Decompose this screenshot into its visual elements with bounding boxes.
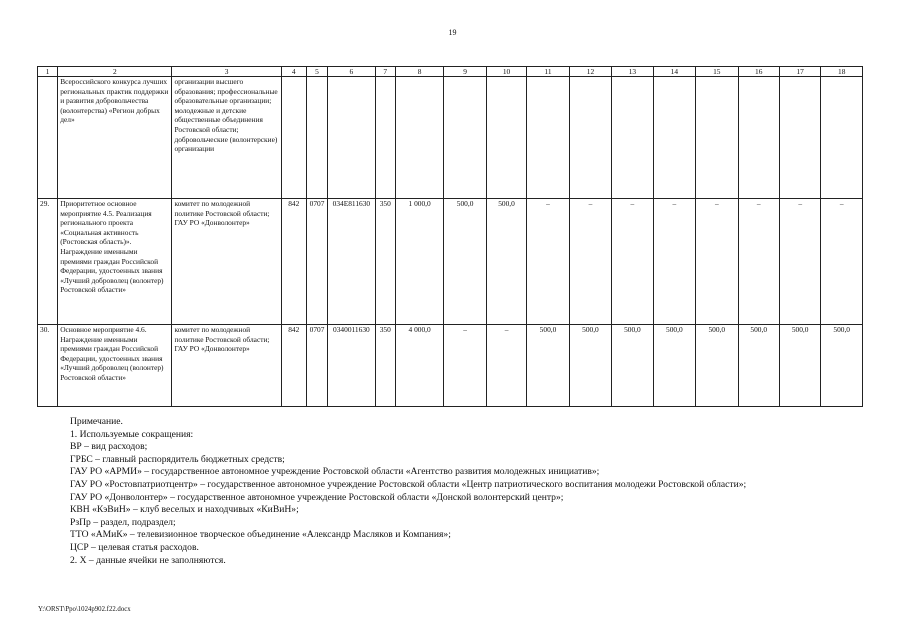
table-row — [38, 77, 863, 199]
value-cell: 500,0 — [612, 325, 653, 407]
table-row — [38, 199, 863, 325]
rzpr-cell: 0707 — [306, 325, 327, 407]
page-number: 19 — [448, 28, 457, 37]
grbs-cell: 842 — [281, 199, 306, 325]
value-cell: 500,0 — [486, 199, 526, 325]
note-line: 2. Х – данные ячейки не заполняются. — [70, 554, 226, 566]
value-cell — [653, 77, 695, 199]
value-cell — [821, 77, 863, 199]
executor: организации высшего образования; профессиональные образовательные организации; молодежные и детские общественные объединения Ростовской области; добровольческие (волонтерские) организации — [172, 77, 281, 199]
csr-cell — [328, 77, 376, 199]
column-header: 3 — [172, 67, 281, 77]
activity-name: Основное мероприятие 4.6. Награждение именными премиями граждан Российской Федерации, удостоенных звания «Лучший доброволец (волонтер) Ростовской области» — [58, 325, 172, 407]
column-header: 7 — [375, 67, 395, 77]
note-line: ГАУ РО «Ростовпатриотцентр» – государственное автономное учреждение Ростовской области «Центр патриотического воспитания молодежи Ростовской области»; — [70, 478, 747, 490]
value-cell — [486, 77, 526, 199]
notes-heading: Примечание. — [70, 416, 123, 427]
value-cell: – — [653, 199, 695, 325]
activity-name: Приоритетное основное мероприятие 4.5. Реализация регионального проекта «Социальная активность (Ростовская область)». Награждение именными премиями граждан Российской Федерации, удостоенных звания «Лучший доброволец (волонтер) Ростовской области» — [58, 199, 172, 325]
note-line: ЦСР – целевая статья расходов. — [70, 541, 199, 553]
column-header: 17 — [779, 67, 820, 77]
value-cell — [612, 77, 653, 199]
note-line: КВН «КэВиН» – клуб веселых и находчивых «КиВиН»; — [70, 504, 299, 516]
column-header: 10 — [486, 67, 526, 77]
column-header: 16 — [738, 67, 779, 77]
value-cell: 500,0 — [696, 325, 738, 407]
value-cell: 500,0 — [527, 325, 569, 407]
note-line: ТТО «АМиК» – телевизионное творческое объединение «Александр Масляков и Компания»; — [70, 529, 451, 541]
note-line: ВР – вид расходов; — [70, 441, 148, 453]
value-cell: 500,0 — [738, 325, 779, 407]
value-cell: 500,0 — [821, 325, 863, 407]
executor: комитет по молодежной политике Ростовской области; ГАУ РО «Донволонтер» — [172, 199, 281, 325]
notes-section — [70, 416, 746, 567]
value-cell: – — [527, 199, 569, 325]
executor: комитет по молодежной политике Ростовской области; ГАУ РО «Донволонтер» — [172, 325, 281, 407]
column-header: 11 — [527, 67, 569, 77]
document-file-path: Y:\ORST\Ppo\1024p902.f22.docx — [38, 606, 131, 613]
value-cell: – — [738, 199, 779, 325]
value-cell — [779, 77, 820, 199]
column-header: 15 — [696, 67, 738, 77]
row-number — [38, 77, 58, 199]
vr-cell — [375, 77, 395, 199]
note-line: 1. Используемые сокращения: — [70, 428, 194, 440]
column-header: 9 — [444, 67, 486, 77]
column-header: 12 — [569, 67, 611, 77]
column-header: 18 — [821, 67, 863, 77]
grbs-cell — [281, 77, 306, 199]
value-cell: 4 000,0 — [395, 325, 444, 407]
activity-name: Всероссийского конкурса лучших региональных практик поддержки и развития добровольчества (волонтерства) «Регион добрых дел» — [58, 77, 172, 199]
column-header: 13 — [612, 67, 653, 77]
grbs-cell: 842 — [281, 325, 306, 407]
value-cell: – — [821, 199, 863, 325]
value-cell: 1 000,0 — [395, 199, 444, 325]
value-cell: 500,0 — [569, 325, 611, 407]
column-header: 2 — [58, 67, 172, 77]
column-header: 4 — [281, 67, 306, 77]
value-cell: 500,0 — [444, 199, 486, 325]
value-cell: 500,0 — [779, 325, 820, 407]
note-line: РзПр – раздел, подраздел; — [70, 516, 176, 528]
vr-cell: 350 — [375, 199, 395, 325]
value-cell — [738, 77, 779, 199]
value-cell — [395, 77, 444, 199]
value-cell — [569, 77, 611, 199]
table-row — [38, 325, 863, 407]
value-cell: – — [569, 199, 611, 325]
csr-cell: 0340011630 — [328, 325, 376, 407]
rzpr-cell — [306, 77, 327, 199]
value-cell: – — [779, 199, 820, 325]
value-cell: – — [612, 199, 653, 325]
column-header: 5 — [306, 67, 327, 77]
vr-cell: 350 — [375, 325, 395, 407]
budget-table — [37, 66, 863, 407]
value-cell — [527, 77, 569, 199]
table-header-row — [38, 67, 863, 77]
csr-cell: 034E811630 — [328, 199, 376, 325]
row-number: 30. — [38, 325, 58, 407]
note-line: ГРБС – главный распорядитель бюджетных средств; — [70, 453, 285, 465]
value-cell: – — [486, 325, 526, 407]
value-cell — [696, 77, 738, 199]
value-cell: – — [444, 325, 486, 407]
rzpr-cell: 0707 — [306, 199, 327, 325]
note-line: ГАУ РО «Донволонтер» – государственное автономное учреждение Ростовской области «Донской волонтерский центр»; — [70, 491, 564, 503]
column-header: 1 — [38, 67, 58, 77]
column-header: 14 — [653, 67, 695, 77]
value-cell: 500,0 — [653, 325, 695, 407]
value-cell — [444, 77, 486, 199]
value-cell: – — [696, 199, 738, 325]
column-header: 8 — [395, 67, 444, 77]
row-number: 29. — [38, 199, 58, 325]
column-header: 6 — [328, 67, 376, 77]
note-line: ГАУ РО «АРМИ» – государственное автономное учреждение Ростовской области «Агентство развития молодежных инициатив»; — [70, 466, 600, 478]
